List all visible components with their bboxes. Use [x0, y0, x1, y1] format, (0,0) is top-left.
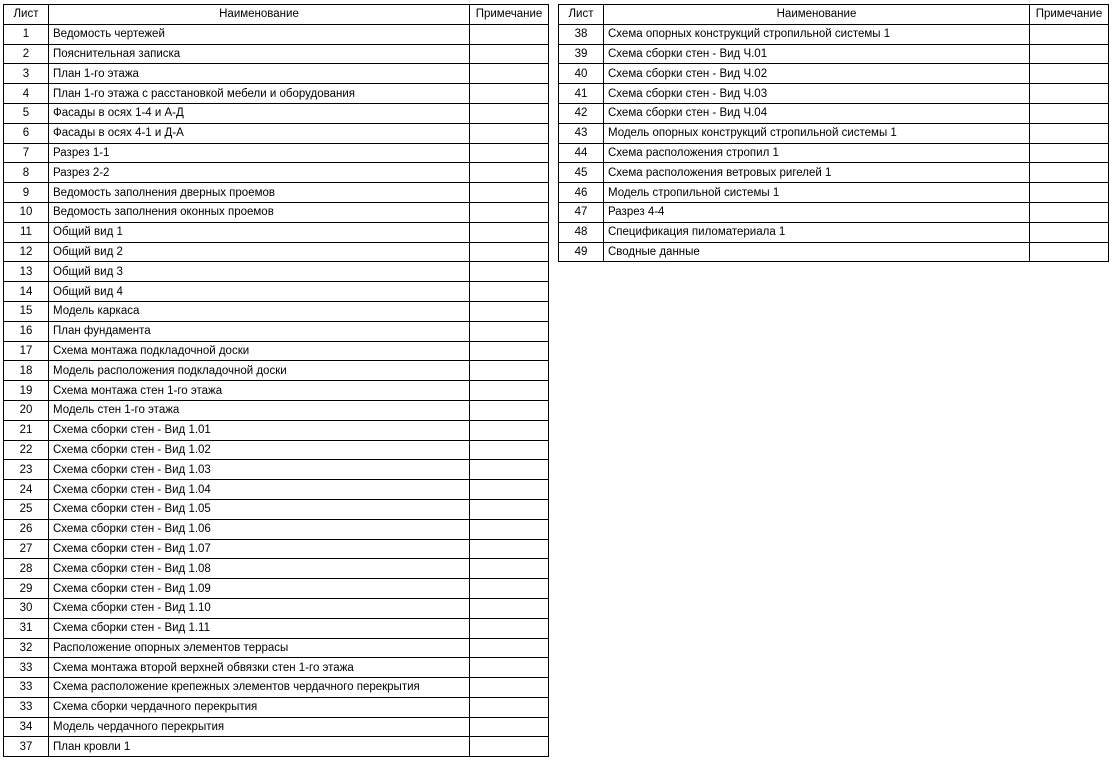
sheet-name-cell: План фундамента [49, 321, 470, 341]
table-row [559, 143, 1109, 163]
sheet-name-cell: Общий вид 1 [49, 222, 470, 242]
sheet-number-cell: 22 [4, 440, 49, 460]
table-row [4, 361, 549, 381]
sheet-number-cell: 11 [4, 222, 49, 242]
sheet-note-cell [470, 499, 549, 519]
sheet-note-cell [470, 638, 549, 658]
sheet-note-cell [1030, 202, 1109, 222]
table-row [4, 341, 549, 361]
table-row [4, 658, 549, 678]
sheet-note-cell [1030, 143, 1109, 163]
sheet-name-cell: Схема монтажа второй верхней обвязки стен 1-го этажа [49, 658, 470, 678]
sheet-name-cell: Схема сборки стен - Вид 1.04 [49, 480, 470, 500]
sheet-number-cell: 33 [4, 658, 49, 678]
table-row [4, 64, 549, 84]
sheet-number-cell: 1 [4, 24, 49, 44]
sheet-number-cell: 38 [559, 24, 604, 44]
table-row [559, 44, 1109, 64]
sheet-name-cell: Расположение опорных элементов террасы [49, 638, 470, 658]
sheet-note-cell [470, 559, 549, 579]
sheet-number-cell: 7 [4, 143, 49, 163]
drawing-register-table-right [558, 4, 1109, 262]
sheet-note-cell [470, 163, 549, 183]
sheet-number-cell: 48 [559, 222, 604, 242]
sheet-name-cell: Схема сборки стен - Вид Ч.03 [604, 84, 1030, 104]
table-row [4, 123, 549, 143]
sheet-number-cell: 17 [4, 341, 49, 361]
sheet-number-cell: 25 [4, 499, 49, 519]
sheet-number-cell: 15 [4, 301, 49, 321]
sheet-number-cell: 13 [4, 262, 49, 282]
sheet-note-cell [470, 460, 549, 480]
sheet-note-cell [1030, 84, 1109, 104]
table-row [4, 579, 549, 599]
sheet-note-cell [1030, 64, 1109, 84]
table-row [559, 183, 1109, 203]
table-row [4, 321, 549, 341]
sheet-note-cell [1030, 103, 1109, 123]
sheet-note-cell [470, 658, 549, 678]
sheet-name-cell: Модель стропильной системы 1 [604, 183, 1030, 203]
sheet-name-cell: Модель чердачного перекрытия [49, 717, 470, 737]
table-row [559, 24, 1109, 44]
header-name: Наименование [49, 5, 470, 25]
table-row [559, 84, 1109, 104]
sheet-number-cell: 26 [4, 519, 49, 539]
sheet-number-cell: 6 [4, 123, 49, 143]
sheet-note-cell [470, 222, 549, 242]
sheet-number-cell: 9 [4, 183, 49, 203]
sheet-name-cell: Пояснительная записка [49, 44, 470, 64]
sheet-note-cell [470, 123, 549, 143]
sheet-name-cell: Модель каркаса [49, 301, 470, 321]
sheet-name-cell: Схема сборки стен - Вид Ч.04 [604, 103, 1030, 123]
table-row [559, 222, 1109, 242]
table-row [559, 163, 1109, 183]
sheet-name-cell: План кровли 1 [49, 737, 470, 757]
table-row [4, 143, 549, 163]
table-row [4, 222, 549, 242]
sheet-name-cell: План 1-го этажа с расстановкой мебели и оборудования [49, 84, 470, 104]
sheet-note-cell [470, 143, 549, 163]
table-header-row [559, 5, 1109, 25]
table-row [4, 183, 549, 203]
table-row [4, 262, 549, 282]
sheet-note-cell [470, 717, 549, 737]
table-header-row [4, 5, 549, 25]
drawing-register-table-left [3, 4, 549, 757]
table-row [559, 242, 1109, 262]
sheet-number-cell: 21 [4, 420, 49, 440]
table-row [4, 737, 549, 757]
sheet-name-cell: Разрез 1-1 [49, 143, 470, 163]
table-body-left [4, 24, 549, 756]
sheet-number-cell: 45 [559, 163, 604, 183]
sheet-name-cell: Схема сборки стен - Вид 1.02 [49, 440, 470, 460]
table-row [4, 282, 549, 302]
table-row [4, 202, 549, 222]
table-row [4, 400, 549, 420]
header-note: Примечание [1030, 5, 1109, 25]
table-row [4, 717, 549, 737]
table-row [4, 539, 549, 559]
sheet-number-cell: 8 [4, 163, 49, 183]
sheet-note-cell [470, 321, 549, 341]
sheet-number-cell: 41 [559, 84, 604, 104]
sheet-number-cell: 39 [559, 44, 604, 64]
sheet-number-cell: 31 [4, 618, 49, 638]
table-row [4, 24, 549, 44]
sheet-note-cell [470, 103, 549, 123]
sheet-name-cell: Схема сборки стен - Вид Ч.02 [604, 64, 1030, 84]
sheet-number-cell: 5 [4, 103, 49, 123]
sheet-number-cell: 28 [4, 559, 49, 579]
sheet-note-cell [470, 24, 549, 44]
table-row [559, 123, 1109, 143]
table-row [4, 381, 549, 401]
table-row [4, 163, 549, 183]
table-row [4, 480, 549, 500]
sheet-name-cell: Схема сборки стен - Вид 1.11 [49, 618, 470, 638]
sheet-number-cell: 20 [4, 400, 49, 420]
sheet-name-cell: Схема монтажа стен 1-го этажа [49, 381, 470, 401]
sheet-number-cell: 23 [4, 460, 49, 480]
sheet-name-cell: Схема сборки чердачного перекрытия [49, 697, 470, 717]
sheet-note-cell [470, 579, 549, 599]
table-row [4, 678, 549, 698]
sheet-name-cell: План 1-го этажа [49, 64, 470, 84]
sheet-note-cell [1030, 123, 1109, 143]
sheet-note-cell [470, 400, 549, 420]
sheet-number-cell: 42 [559, 103, 604, 123]
sheet-note-cell [470, 361, 549, 381]
sheet-name-cell: Схема расположения ветровых ригелей 1 [604, 163, 1030, 183]
table-row [4, 420, 549, 440]
table-row [4, 598, 549, 618]
sheet-note-cell [470, 618, 549, 638]
sheet-note-cell [470, 381, 549, 401]
table-row [559, 103, 1109, 123]
sheet-number-cell: 18 [4, 361, 49, 381]
table-row [4, 519, 549, 539]
sheet-number-cell: 40 [559, 64, 604, 84]
sheet-name-cell: Фасады в осях 1-4 и А-Д [49, 103, 470, 123]
sheet-note-cell [470, 440, 549, 460]
sheet-note-cell [470, 737, 549, 757]
sheet-number-cell: 43 [559, 123, 604, 143]
sheet-name-cell: Схема сборки стен - Вид 1.09 [49, 579, 470, 599]
sheet-note-cell [470, 341, 549, 361]
sheet-note-cell [470, 598, 549, 618]
table-row [4, 440, 549, 460]
sheet-number-cell: 29 [4, 579, 49, 599]
sheet-name-cell: Общий вид 4 [49, 282, 470, 302]
sheet-name-cell: Ведомость чертежей [49, 24, 470, 44]
table-row [4, 301, 549, 321]
table-row [4, 103, 549, 123]
sheet-number-cell: 37 [4, 737, 49, 757]
sheet-name-cell: Схема сборки стен - Вид 1.07 [49, 539, 470, 559]
table-row [4, 84, 549, 104]
table-row [4, 460, 549, 480]
sheet-name-cell: Спецификация пиломатериала 1 [604, 222, 1030, 242]
table-row [4, 559, 549, 579]
sheet-note-cell [470, 282, 549, 302]
sheet-note-cell [470, 242, 549, 262]
sheet-note-cell [470, 183, 549, 203]
sheet-note-cell [470, 678, 549, 698]
sheet-name-cell: Общий вид 2 [49, 242, 470, 262]
sheet-note-cell [1030, 183, 1109, 203]
sheet-number-cell: 4 [4, 84, 49, 104]
sheet-note-cell [470, 519, 549, 539]
sheet-number-cell: 19 [4, 381, 49, 401]
sheet-number-cell: 46 [559, 183, 604, 203]
sheet-number-cell: 3 [4, 64, 49, 84]
sheet-name-cell: Схема сборки стен - Вид Ч.01 [604, 44, 1030, 64]
sheet-number-cell: 47 [559, 202, 604, 222]
sheet-number-cell: 10 [4, 202, 49, 222]
sheet-number-cell: 12 [4, 242, 49, 262]
table-row [4, 618, 549, 638]
sheet-name-cell: Схема сборки стен - Вид 1.01 [49, 420, 470, 440]
sheet-note-cell [1030, 44, 1109, 64]
sheet-name-cell: Ведомость заполнения дверных проемов [49, 183, 470, 203]
header-sheet: Лист [559, 5, 604, 25]
sheet-name-cell: Ведомость заполнения оконных проемов [49, 202, 470, 222]
sheet-name-cell: Схема сборки стен - Вид 1.05 [49, 499, 470, 519]
sheet-number-cell: 16 [4, 321, 49, 341]
sheet-name-cell: Схема монтажа подкладочной доски [49, 341, 470, 361]
sheet-number-cell: 49 [559, 242, 604, 262]
table-row [4, 242, 549, 262]
sheet-note-cell [470, 64, 549, 84]
sheet-name-cell: Разрез 2-2 [49, 163, 470, 183]
sheet-note-cell [1030, 24, 1109, 44]
sheet-note-cell [470, 262, 549, 282]
sheet-name-cell: Схема сборки стен - Вид 1.08 [49, 559, 470, 579]
table-row [4, 44, 549, 64]
sheet-name-cell: Схема сборки стен - Вид 1.03 [49, 460, 470, 480]
sheet-name-cell: Схема опорных конструкций стропильной системы 1 [604, 24, 1030, 44]
table-row [4, 499, 549, 519]
sheet-number-cell: 24 [4, 480, 49, 500]
sheet-name-cell: Схема расположение крепежных элементов чердачного перекрытия [49, 678, 470, 698]
sheet-note-cell [1030, 222, 1109, 242]
sheet-note-cell [1030, 163, 1109, 183]
sheet-name-cell: Схема сборки стен - Вид 1.06 [49, 519, 470, 539]
sheet-note-cell [470, 301, 549, 321]
table-row [559, 64, 1109, 84]
sheet-name-cell: Схема сборки стен - Вид 1.10 [49, 598, 470, 618]
sheet-name-cell: Модель расположения подкладочной доски [49, 361, 470, 381]
sheet-note-cell [470, 44, 549, 64]
sheet-note-cell [470, 697, 549, 717]
header-name: Наименование [604, 5, 1030, 25]
sheet-name-cell: Общий вид 3 [49, 262, 470, 282]
sheet-name-cell: Сводные данные [604, 242, 1030, 262]
sheet-name-cell: Разрез 4-4 [604, 202, 1030, 222]
sheet-name-cell: Модель стен 1-го этажа [49, 400, 470, 420]
sheet-number-cell: 32 [4, 638, 49, 658]
sheet-note-cell [470, 420, 549, 440]
sheet-number-cell: 2 [4, 44, 49, 64]
sheet-number-cell: 33 [4, 678, 49, 698]
sheet-number-cell: 14 [4, 282, 49, 302]
sheet-name-cell: Фасады в осях 4-1 и Д-А [49, 123, 470, 143]
sheet-number-cell: 34 [4, 717, 49, 737]
table-row [4, 638, 549, 658]
table-row [4, 697, 549, 717]
sheet-note-cell [470, 202, 549, 222]
header-note: Примечание [470, 5, 549, 25]
table-body-right [559, 24, 1109, 262]
sheet-note-cell [470, 480, 549, 500]
sheet-note-cell [470, 84, 549, 104]
header-sheet: Лист [4, 5, 49, 25]
sheet-number-cell: 27 [4, 539, 49, 559]
sheet-name-cell: Схема расположения стропил 1 [604, 143, 1030, 163]
sheet-number-cell: 33 [4, 697, 49, 717]
sheet-name-cell: Модель опорных конструкций стропильной системы 1 [604, 123, 1030, 143]
sheet-note-cell [470, 539, 549, 559]
sheet-number-cell: 30 [4, 598, 49, 618]
table-row [559, 202, 1109, 222]
sheet-number-cell: 44 [559, 143, 604, 163]
sheet-note-cell [1030, 242, 1109, 262]
